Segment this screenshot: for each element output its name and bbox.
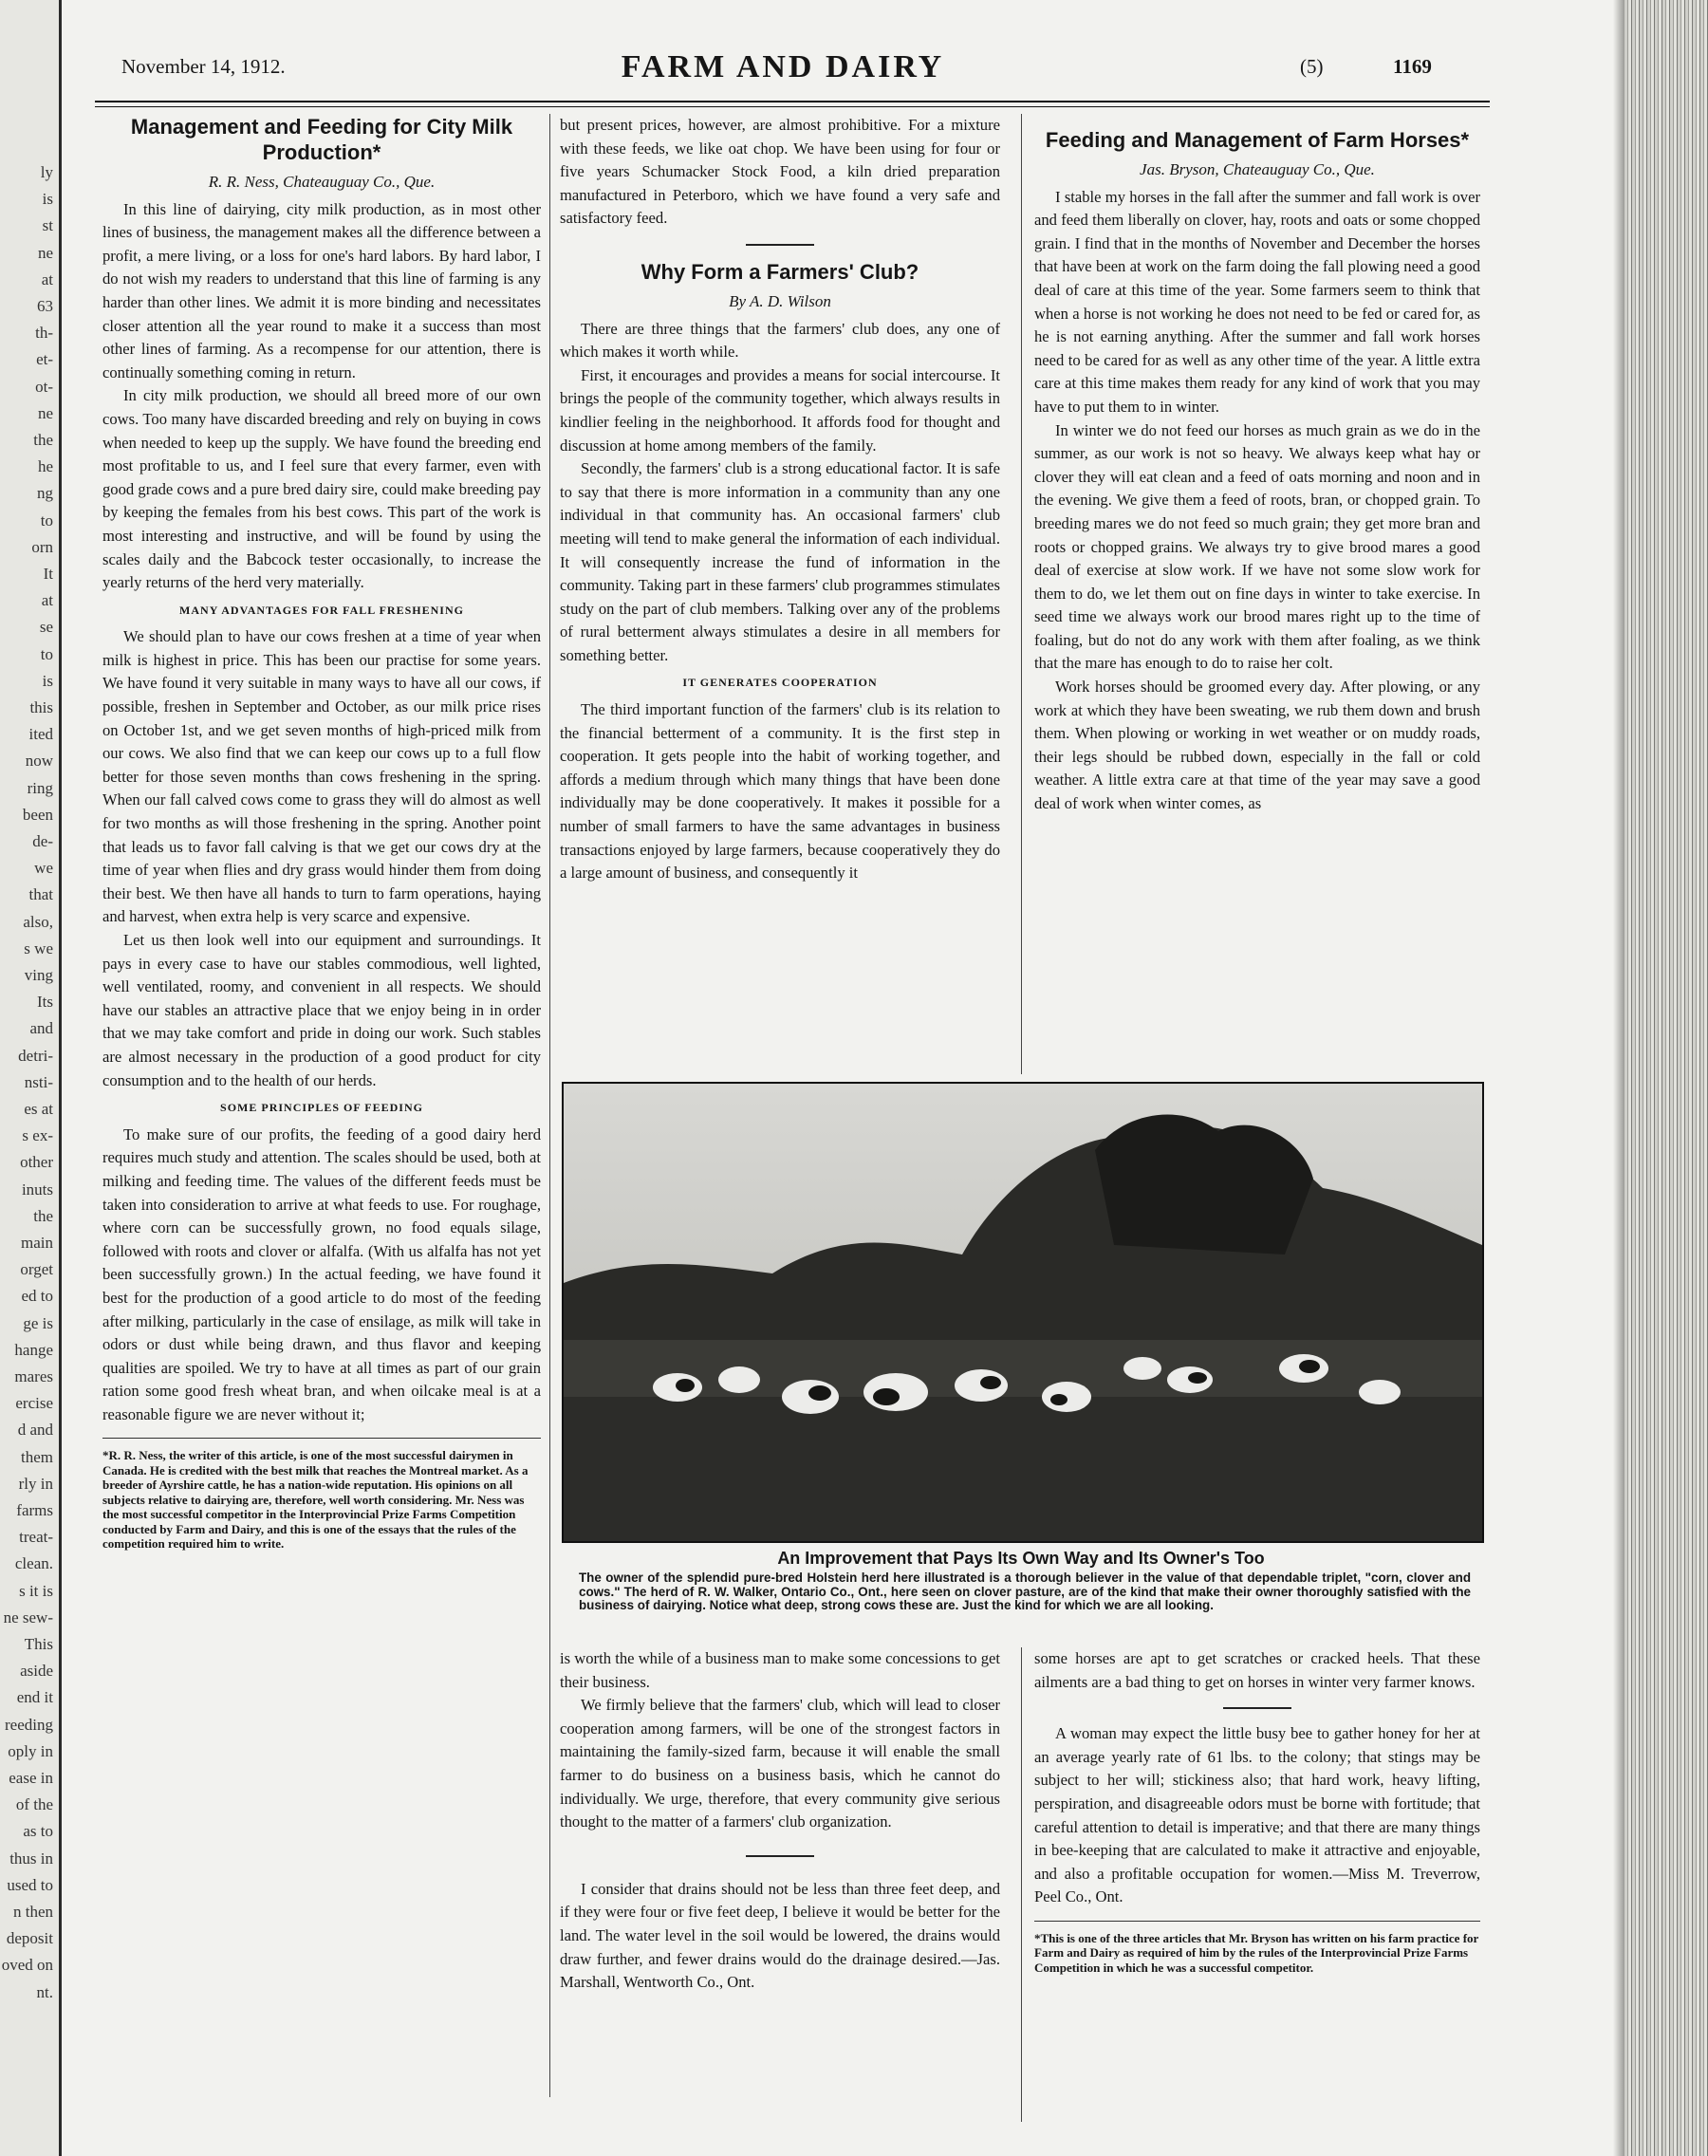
margin-fragment: is (42, 190, 53, 209)
margin-fragment: ge is (23, 1313, 53, 1332)
margin-fragment: s ex- (22, 1126, 53, 1145)
margin-fragment: rly in (18, 1474, 53, 1493)
margin-fragment: es at (24, 1100, 53, 1118)
margin-fragment: ne (37, 243, 53, 262)
margin-fragment: ving (24, 966, 53, 984)
margin-fragment: is (42, 671, 53, 690)
paragraph: There are three things that the farmers' club does, any one of which makes it worth while. (560, 319, 1000, 362)
masthead-title: FARM AND DAIRY (621, 49, 945, 84)
margin-fragment: as to (23, 1822, 53, 1841)
margin-fragment: s it is (19, 1581, 53, 1600)
margin-fragment: the (33, 1206, 53, 1225)
margin-fragment: to (40, 511, 53, 530)
margin-fragment: ercise (15, 1394, 53, 1413)
margin-fragment: thus in (9, 1849, 53, 1868)
margin-fragment: It (43, 565, 53, 583)
article-byline: R. R. Ness, Chateauguay Co., Que. (208, 173, 436, 191)
margin-fragment: to (40, 644, 53, 663)
margin-fragment: he (37, 457, 53, 476)
paragraph: is worth the while of a business man to make some concessions to get their business. (560, 1649, 1000, 1691)
newspaper-page (95, 49, 1604, 2137)
paragraph: I stable my horses in the fall after the summer and fall work is over and feed them liberally on clover, hay, roots and oats or some chopped grain. I find that in the months of November and December the horses that have been at work on the farm doing the fall plowing need a good deal of care at this time of the year. Some farmers seem to think that when a horse is not working he does not need to be fed or cared for, as he is not earning anything. After the summer and fall work horses need to be cared for as well as any other time of the year. A little extra care at this time makes them ready for any kind of work that you may have to put them to in winter. (1034, 187, 1480, 416)
margin-fragment: now (25, 752, 53, 771)
margin-fragment: de- (32, 832, 53, 850)
paragraph: We should plan to have our cows freshen at a time of year when milk is highest in price. This has been our practise for some years. We have found it very suitable in many ways to have all our cows, if possible, freshen in September and October, as our milk price rises on October 1st, and we get seven months of high-priced milk from our cows. We also find that we can keep our cows up to a full flow better for those seven months than cows freshening in the spring. When our fall calved cows come to grass they will do almost as well for two months as will those freshening in the spring. Another point that leads us to favor fall calving is that we get our cows dry at the time of year when flies and dry grass would hinder them from doing their best. We then have all hands to turn to farm operations, haying and harvest, when extra help is very scarce and expensive. (102, 627, 541, 926)
margin-fragment: also, (23, 912, 53, 931)
article-title: Why Form a Farmers' Club? (640, 259, 919, 284)
margin-fragment: s we (24, 939, 53, 957)
column-rule (1021, 114, 1022, 1074)
margin-fragment: main (21, 1234, 53, 1252)
margin-fragment: end it (16, 1688, 53, 1707)
paragraph: but present prices, however, are almost prohibitive. For a mixture with these feeds, we like oat chop. We have been using for four or five years Schumacker Stock Food, a kiln dried preparation manufactured in Peterboro, which we have found a very safe and satisfactory feed. (560, 116, 1000, 228)
margin-fragment: ited (28, 725, 53, 744)
divider (746, 1855, 814, 1857)
margin-fragment: ly (40, 163, 53, 181)
margin-fragment: ne sew- (3, 1608, 53, 1626)
margin-fragment: oved on (1, 1956, 53, 1975)
article-title: Feeding and Management of Farm Horses* (1045, 128, 1470, 152)
margin-fragment: orget (20, 1260, 53, 1279)
photo-caption-title: An Improvement that Pays Its Own Way and Its Owner's Too (777, 1549, 1265, 1568)
margin-fragment: that (28, 885, 53, 904)
article-byline: By A. D. Wilson (729, 291, 831, 310)
margin-fragment: farms (16, 1501, 53, 1519)
margin-fragment: of the (15, 1795, 53, 1814)
margin-fragment: oply in (8, 1741, 53, 1760)
article-management-feeding (102, 114, 541, 1552)
page-number: 1169 (1393, 55, 1432, 78)
farm-horses-continued (1034, 1647, 1480, 1975)
margin-fragment: at (41, 270, 53, 288)
margin-fragment: et- (36, 350, 53, 369)
paragraph: Work horses should be groomed every day. After plowing, or any work at which they have been sweating, we rub them down and brush them. When plowing or working in wet weather or on muddy roads, their legs should be rubbed down, especially in the fall or cold weather. A little extra care at that time of the year may save a good deal of work when winter comes, as (1034, 678, 1480, 813)
left-page-edge (0, 0, 62, 2156)
margin-fragment: and (29, 1019, 53, 1038)
margin-fragment: This (24, 1635, 53, 1653)
article-title: Management and Feeding for City Milk Production* (130, 115, 513, 164)
paragraph: First, it encourages and provides a means for social intercourse. It brings the people of the community together, which always results in kindlier feeling in the neighborhood. It affords food for thought and discussion at home among members of the family. (560, 365, 1000, 455)
article-farmers-club (560, 114, 1000, 885)
margin-fragment: we (34, 859, 53, 878)
column-rule (1021, 1647, 1022, 2122)
divider (746, 244, 814, 246)
subheading: IT GENERATES COOPERATION (682, 676, 878, 690)
margin-fragment: orn (31, 537, 53, 556)
margin-fragment: treat- (19, 1528, 53, 1547)
margin-fragment: ring (27, 778, 53, 797)
margin-fragment: other (20, 1153, 53, 1172)
margin-fragment: this (29, 698, 53, 716)
paragraph: Secondly, the farmers' club is a strong educational factor. It is safe to say that there is more information in a community than any one individual in that community has. An occasional farmers' club meeting will tend to make general the information of each individual. It will consequently increase the fund of information in the community. Taking part in these farmers' club programmes stimulates study on the part of club members. Talking over any of the problems of rural betterment always stimulates a desire in all members for something better. (560, 459, 1000, 664)
photo-illustration (564, 1084, 1482, 1541)
margin-fragment: at (41, 591, 53, 610)
drainage-note: I consider that drains should not be less than three feet deep, and if they were four or five feet deep, I believe it would be better for the land. The water level in the soil would be lowered, the drains would draw further, and fewer drains would do the drainage desired.—Jas. Marshall, Wentworth Co., Ont. (560, 1879, 1000, 1992)
margin-fragment: ed to (21, 1287, 53, 1306)
column-rule (549, 114, 550, 2097)
margin-fragment: nsti- (24, 1072, 53, 1091)
margin-fragment: used to (7, 1875, 53, 1894)
margin-fragment: inuts (21, 1180, 53, 1199)
margin-fragment: ng (37, 484, 53, 503)
paragraph: some horses are apt to get scratches or cracked heels. That these ailments are a bad thing to get on horses in winter very farmer knows. (1034, 1649, 1480, 1691)
book-page-stack (1624, 0, 1708, 2156)
paragraph: Let us then look well into our equipment and surroundings. It pays in every case to have our stables commodious, well lighted, well ventilated, roomy, and convenient in all respects. We should have our stables an attractive place that we enjoy being in in order that we may take comfort and pride in doing our work. Such stables are almost necessary in the production of a good product for city consumption and to the health of our herds. (102, 931, 541, 1089)
margin-fragment: nt. (36, 1982, 53, 2001)
section-page: (5) (1300, 55, 1324, 78)
masthead-rule (95, 101, 1490, 107)
article-byline: Jas. Bryson, Chateauguay Co., Que. (1140, 160, 1375, 178)
footnote: *R. R. Ness, the writer of this article, is one of the most successful dairymen in Canada. He is credited with the best milk that reaches the Montreal market. As a breeder of Ayrshire cattle, he has a nation-wide reputation. His opinions on all subjects relative to dairying are, therefore, well worth considering. Mr. Ness was the most successful competitor in the Interprovincial Prize Farms Competition conducted by Farm and Dairy, and this is one of the essays that the rules of the competition required him to write. (102, 1438, 541, 1552)
farmers-club-continued (560, 1647, 1000, 1995)
margin-fragment: th- (35, 324, 53, 343)
photo-caption-text: The owner of the splendid pure-bred Holstein herd here illustrated is a thorough believer in the value of that dependable triplet, "corn, clover and cows." The herd of R. W. Walker, Ontario Co., Ont., here seen on clover pasture, are of the kind that make their owner thoroughly satisfied with the business of dairying. Notice what deep, strong cows these are. Just the kind for which we are all looking. (579, 1571, 1471, 1612)
margin-fragment: d and (17, 1421, 53, 1440)
margin-fragment: them (21, 1447, 53, 1466)
margin-fragment: ease in (9, 1769, 53, 1787)
margin-fragment: mares (14, 1367, 53, 1385)
divider (1223, 1707, 1291, 1709)
paragraph: We firmly believe that the farmers' club, which will lead to closer cooperation among farmers, will be one of the strongest factors in maintaining the family-sized farm, because it will enable the small farmer to do business on a business basis, which he cannot do individually. We urge, therefore, that every community give serious thought to the matter of a farmers' club organization. (560, 1696, 1000, 1831)
paragraph: In winter we do not feed our horses as much grain as we do in the summer, as our work is not so heavy. We always keep what hay or clover they will eat clean and a feed of oats morning and noon and in the evening. We give them a feed of roots, bran, or chopped grain. To breeding mares we do not feed so much grain; they get more bran and roots or chopped grains. We always try to give brood mares a good deal of exercise at slow work. If we have not some slow work for them to do, we let them out on fine days in winter to take exercise. In seed time we always work our brood mares right up to the time of foaling, but do not do any work with them after foaling, as we think that the mare has enough to do to raise her colt. (1034, 420, 1480, 673)
margin-fragment: Its (37, 993, 53, 1012)
margin-fragment: reeding (5, 1715, 53, 1734)
margin-fragment: clean. (14, 1554, 53, 1573)
margin-fragment: ne (37, 403, 53, 422)
margin-fragment: st (42, 216, 53, 235)
issue-date: November 14, 1912. (121, 55, 286, 78)
margin-fragment: deposit (6, 1929, 53, 1948)
article-farm-horses (1034, 127, 1480, 816)
subheading: SOME PRINCIPLES OF FEEDING (220, 1101, 423, 1115)
margin-fragment: hange (14, 1340, 53, 1359)
margin-fragment: aside (20, 1662, 53, 1681)
holstein-herd-photo (562, 1082, 1484, 1543)
paragraph: To make sure of our profits, the feeding of a good dairy herd requires much study and attention. The scales should be used, both at milking and feeding time. The values of the different feeds must be taken into consideration to arrive at what feeds to use. For roughage, where corn can be successfully grown, no food equals silage, followed with roots and clover or alfalfa. (With us alfalfa has not yet been successfully grown.) In the actual feeding, we have found it best for the production of a good article to do most of the feeding after milking, particularly in the case of ensilage, as milk will take in odors or dust while being drawn, and thus flavor and keeping qualities are spoiled. We try to have at all times as part of our grain ration some good fresh wheat bran, and when oilcake meal is at a reasonable figure we are never without it; (102, 1124, 541, 1423)
bee-keeping-note: A woman may expect the little busy bee to gather honey for her at an average yearly rate of 61 lbs. to the colony; that stings may be subject to her will; stickiness also; that hard work, heavy lifting, perspiration, and disagreeable odors must be borne with fortitude; that careful attention to detail is imperative; and that there are many things in bee-keeping that are calculated to make it attractive and enjoyable, and also a profitable occupation for women.—Miss M. Treverrow, Peel Co., Ont. (1034, 1724, 1480, 1906)
margin-fragment: n then (12, 1903, 53, 1921)
margin-fragment: se (39, 618, 53, 637)
margin-fragment: detri- (18, 1046, 53, 1065)
footnote: *This is one of the three articles that Mr. Bryson has written on his farm practice for Farm and Dairy as required of him by the rules of the Interprovincial Prize Farms Competition in which he was a successful competitor. (1034, 1921, 1480, 1976)
margin-fragment: the (33, 431, 53, 449)
margin-fragment: ot- (35, 377, 53, 396)
paragraph: In this line of dairying, city milk production, as in most other lines of business, the management makes all the difference between a profit, a mere living, or a loss for one's hard labors. By hard labor, I do not wish my readers to understand that this line of farming is any harder than other lines. We admit it is more binding and necessitates closer attention all the year round to make it a success than most other lines of farming. As a recompense for our attention, there is continually something coming in return. (102, 199, 541, 381)
margin-fragment: 63 (37, 297, 53, 315)
subheading: MANY ADVANTAGES FOR FALL FRESHENING (179, 603, 464, 617)
paragraph: In city milk production, we should all breed more of our own cows. Too many have discarded breeding and rely on buying in cows when needed to keep up the supply. We have found the breeding end most profitable to us, and I feel sure that every farmer, even with good grade cows and a pure bred dairy sire, could make breeding pay by keeping the females from his best cows. This part of the work is most interesting and instructive, and will be found by using the scales daily and the Babcock tester occasionally, to increase the yearly returns of the herd very materially. (102, 386, 541, 592)
paragraph: The third important function of the farmers' club is its relation to the financial betterment of a community. It is the first step in cooperation. It gets people into the habit of working together, and affords a medium through which many things that have been done individually may be done cooperatively. It makes it possible for a number of small farmers to have the same advantages in business transactions enjoyed by large farmers, because cooperatively they do a large amount of business, and consequently it (560, 700, 1000, 883)
margin-fragment: been (22, 805, 53, 824)
